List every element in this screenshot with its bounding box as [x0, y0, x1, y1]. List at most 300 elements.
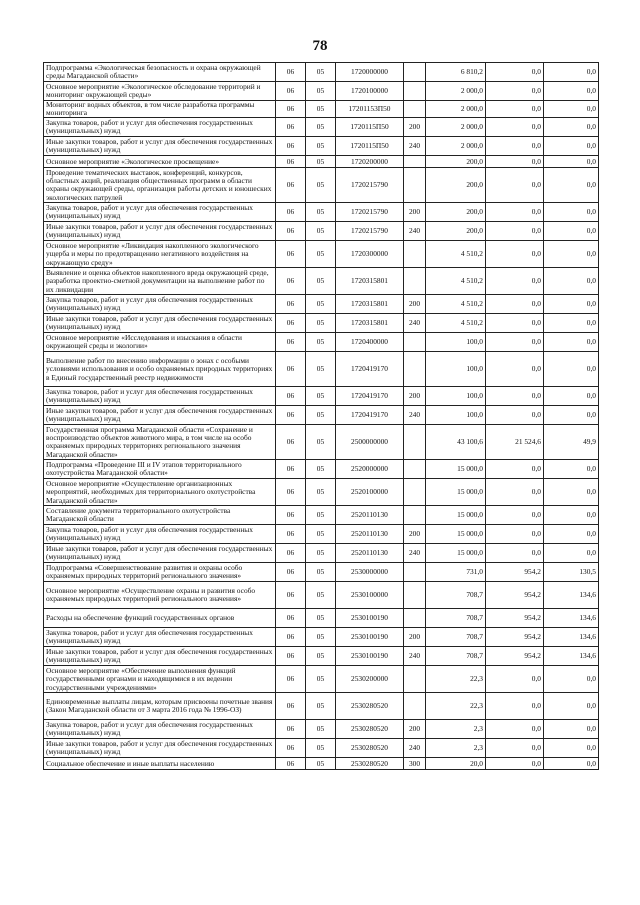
row-amount-year2: 0,0: [486, 720, 544, 739]
row-amount-year3: 0,0: [544, 406, 599, 425]
row-target-code: 1720315801: [336, 295, 404, 314]
row-amount-year3: 0,0: [544, 241, 599, 268]
row-target-code: 1720215790: [336, 203, 404, 222]
row-section: 06: [276, 268, 306, 295]
row-expense-type: [404, 241, 426, 268]
row-target-code: 2530280520: [336, 739, 404, 758]
row-amount-year1: 15 000,0: [426, 544, 486, 563]
row-amount-year2: 0,0: [486, 406, 544, 425]
row-amount-year1: 100,0: [426, 387, 486, 406]
row-name: Выявление и оценка объектов накопленного вреда окружающей среде, разработка проектно-сметной документации на выполнение работ по их ликвидации: [44, 268, 276, 295]
row-expense-type: 200: [404, 628, 426, 647]
row-expense-type: [404, 168, 426, 203]
row-name: Основное мероприятие «Экологическое обследование территорий и мониторинг окружающей среды»: [44, 82, 276, 101]
row-target-code: 2530100190: [336, 628, 404, 647]
row-section: 06: [276, 693, 306, 720]
row-amount-year2: 0,0: [486, 82, 544, 101]
row-amount-year1: 4 510,2: [426, 314, 486, 333]
table-row: [44, 479, 599, 506]
row-amount-year2: 0,0: [486, 101, 544, 118]
table-row: [44, 118, 599, 137]
row-section: 06: [276, 460, 306, 479]
row-name: Иные закупки товаров, работ и услуг для обеспечения государственных (муниципальных) нужд: [44, 544, 276, 563]
row-subsection: 05: [306, 156, 336, 168]
row-section: 06: [276, 168, 306, 203]
row-expense-type: [404, 63, 426, 82]
row-amount-year3: 0,0: [544, 118, 599, 137]
table-row: [44, 425, 599, 460]
row-subsection: 05: [306, 118, 336, 137]
row-amount-year3: 49,9: [544, 425, 599, 460]
row-section: 06: [276, 203, 306, 222]
row-expense-type: [404, 563, 426, 582]
row-subsection: 05: [306, 544, 336, 563]
row-name: Иные закупки товаров, работ и услуг для обеспечения государственных (муниципальных) нужд: [44, 314, 276, 333]
row-expense-type: 200: [404, 525, 426, 544]
row-amount-year3: 134,6: [544, 582, 599, 609]
row-expense-type: [404, 425, 426, 460]
table-row: [44, 314, 599, 333]
row-amount-year1: 100,0: [426, 406, 486, 425]
table-row: [44, 156, 599, 168]
row-amount-year3: 0,0: [544, 460, 599, 479]
row-section: 06: [276, 118, 306, 137]
row-amount-year1: 708,7: [426, 609, 486, 628]
row-section: 06: [276, 82, 306, 101]
row-target-code: 2520110130: [336, 525, 404, 544]
table-row: [44, 168, 599, 203]
row-name: Закупка товаров, работ и услуг для обеспечения государственных (муниципальных) нужд: [44, 720, 276, 739]
row-section: 06: [276, 314, 306, 333]
row-subsection: 05: [306, 460, 336, 479]
table-row: [44, 563, 599, 582]
row-amount-year2: 954,2: [486, 647, 544, 666]
row-subsection: 05: [306, 693, 336, 720]
row-subsection: 05: [306, 168, 336, 203]
row-target-code: 2530200000: [336, 666, 404, 693]
budget-table: [43, 62, 599, 770]
table-row: [44, 544, 599, 563]
row-target-code: 1720400000: [336, 333, 404, 352]
row-expense-type: 300: [404, 758, 426, 770]
row-amount-year2: 0,0: [486, 156, 544, 168]
row-target-code: 2530100000: [336, 582, 404, 609]
row-target-code: 1720215790: [336, 222, 404, 241]
row-amount-year3: 0,0: [544, 101, 599, 118]
row-expense-type: 200: [404, 203, 426, 222]
row-amount-year1: 6 810,2: [426, 63, 486, 82]
table-row: [44, 506, 599, 525]
row-name: Основное мероприятие «Обеспечение выполнения функций государственными органами и находящимися в их ведении государственными учреждениями»: [44, 666, 276, 693]
row-amount-year1: 15 000,0: [426, 460, 486, 479]
row-amount-year1: 4 510,2: [426, 295, 486, 314]
row-amount-year2: 0,0: [486, 168, 544, 203]
table-row: [44, 295, 599, 314]
row-target-code: 1720100000: [336, 82, 404, 101]
row-name: Иные закупки товаров, работ и услуг для обеспечения государственных (муниципальных) нужд: [44, 222, 276, 241]
row-name: Основное мероприятие «Осуществление охраны и развития особо охраняемых природных территорий регионального значения»: [44, 582, 276, 609]
row-subsection: 05: [306, 137, 336, 156]
row-amount-year2: 0,0: [486, 739, 544, 758]
row-amount-year2: 0,0: [486, 63, 544, 82]
row-section: 06: [276, 425, 306, 460]
table-row: [44, 406, 599, 425]
row-amount-year1: 15 000,0: [426, 479, 486, 506]
table-row: [44, 101, 599, 118]
row-amount-year3: 0,0: [544, 268, 599, 295]
row-amount-year1: 15 000,0: [426, 525, 486, 544]
row-amount-year1: 4 510,2: [426, 241, 486, 268]
table-row: [44, 693, 599, 720]
row-amount-year2: 0,0: [486, 544, 544, 563]
row-target-code: 2530000000: [336, 563, 404, 582]
row-amount-year3: 0,0: [544, 693, 599, 720]
row-section: 06: [276, 647, 306, 666]
table-row: [44, 647, 599, 666]
row-amount-year3: 0,0: [544, 137, 599, 156]
row-amount-year1: 708,7: [426, 647, 486, 666]
row-section: 06: [276, 63, 306, 82]
row-amount-year3: 0,0: [544, 666, 599, 693]
row-target-code: 2520110130: [336, 544, 404, 563]
row-amount-year1: 43 100,6: [426, 425, 486, 460]
row-section: 06: [276, 241, 306, 268]
row-amount-year2: 0,0: [486, 525, 544, 544]
row-amount-year2: 0,0: [486, 333, 544, 352]
row-name: Подпрограмма «Проведение III и IV этапов территориального охотустройства Магаданской области»: [44, 460, 276, 479]
row-target-code: 1720315801: [336, 314, 404, 333]
row-amount-year3: 134,6: [544, 647, 599, 666]
row-amount-year1: 2,3: [426, 720, 486, 739]
row-amount-year2: 0,0: [486, 758, 544, 770]
row-amount-year2: 0,0: [486, 352, 544, 387]
row-subsection: 05: [306, 295, 336, 314]
table-row: [44, 222, 599, 241]
row-section: 06: [276, 156, 306, 168]
row-amount-year3: 0,0: [544, 295, 599, 314]
row-name: Закупка товаров, работ и услуг для обеспечения государственных (муниципальных) нужд: [44, 525, 276, 544]
row-target-code: 1720300000: [336, 241, 404, 268]
row-subsection: 05: [306, 739, 336, 758]
table-row: [44, 387, 599, 406]
row-amount-year3: 0,0: [544, 222, 599, 241]
row-target-code: 2530100190: [336, 609, 404, 628]
row-amount-year1: 100,0: [426, 352, 486, 387]
row-target-code: 2530280520: [336, 693, 404, 720]
row-amount-year1: 2,3: [426, 739, 486, 758]
row-expense-type: 240: [404, 544, 426, 563]
row-subsection: 05: [306, 241, 336, 268]
row-name: Основное мероприятие «Ликвидация накопленного экологического ущерба и меры по предотвращению негативного воздействия на окружающую среду»: [44, 241, 276, 268]
row-section: 06: [276, 563, 306, 582]
table-row: [44, 758, 599, 770]
row-name: Мониторинг водных объектов, в том числе разработка программы мониторинга: [44, 101, 276, 118]
row-amount-year1: 4 510,2: [426, 268, 486, 295]
row-amount-year3: 0,0: [544, 544, 599, 563]
table-row: [44, 333, 599, 352]
row-name: Иные закупки товаров, работ и услуг для обеспечения государственных (муниципальных) нужд: [44, 137, 276, 156]
row-section: 06: [276, 609, 306, 628]
table-row: [44, 609, 599, 628]
table-row: [44, 137, 599, 156]
row-amount-year3: 0,0: [544, 479, 599, 506]
row-amount-year2: 0,0: [486, 268, 544, 295]
row-subsection: 05: [306, 82, 336, 101]
row-name: Социальное обеспечение и иные выплаты населению: [44, 758, 276, 770]
row-subsection: 05: [306, 758, 336, 770]
row-expense-type: [404, 609, 426, 628]
row-subsection: 05: [306, 628, 336, 647]
row-target-code: 1720200000: [336, 156, 404, 168]
row-amount-year2: 0,0: [486, 506, 544, 525]
row-subsection: 05: [306, 387, 336, 406]
row-name: Закупка товаров, работ и услуг для обеспечения государственных (муниципальных) нужд: [44, 295, 276, 314]
row-subsection: 05: [306, 720, 336, 739]
row-section: 06: [276, 628, 306, 647]
row-expense-type: [404, 666, 426, 693]
row-expense-type: 240: [404, 314, 426, 333]
row-target-code: 2530280520: [336, 720, 404, 739]
row-amount-year3: 130,5: [544, 563, 599, 582]
row-amount-year3: 0,0: [544, 63, 599, 82]
table-row: [44, 720, 599, 739]
row-name: Иные закупки товаров, работ и услуг для обеспечения государственных (муниципальных) нужд: [44, 739, 276, 758]
row-amount-year1: 22,3: [426, 693, 486, 720]
row-name: Выполнение работ по внесению информации о зонах с особыми условиями использования и особо охраняемых природных территориях в Единый государственный реестр недвижимости: [44, 352, 276, 387]
row-amount-year2: 0,0: [486, 203, 544, 222]
row-amount-year3: 0,0: [544, 758, 599, 770]
row-amount-year3: 0,0: [544, 506, 599, 525]
row-expense-type: 200: [404, 118, 426, 137]
row-subsection: 05: [306, 406, 336, 425]
row-expense-type: [404, 268, 426, 295]
row-amount-year2: 954,2: [486, 628, 544, 647]
table-row: [44, 82, 599, 101]
row-target-code: 2520100000: [336, 479, 404, 506]
table-row: [44, 739, 599, 758]
row-name: Основное мероприятие «Осуществление организационных мероприятий, необходимых для территориального охотустройства Магаданской области»: [44, 479, 276, 506]
row-name: Иные закупки товаров, работ и услуг для обеспечения государственных (муниципальных) нужд: [44, 647, 276, 666]
row-section: 06: [276, 758, 306, 770]
row-expense-type: 200: [404, 387, 426, 406]
row-subsection: 05: [306, 268, 336, 295]
table-row: [44, 628, 599, 647]
row-subsection: 05: [306, 563, 336, 582]
table-body: [44, 63, 599, 770]
row-name: Закупка товаров, работ и услуг для обеспечения государственных (муниципальных) нужд: [44, 387, 276, 406]
row-target-code: 2500000000: [336, 425, 404, 460]
row-target-code: 1720115П50: [336, 118, 404, 137]
row-subsection: 05: [306, 203, 336, 222]
row-target-code: 1720315801: [336, 268, 404, 295]
row-subsection: 05: [306, 63, 336, 82]
page-number: 78: [312, 38, 328, 54]
row-name: Проведение тематических выставок, конференций, конкурсов, областных акций, реализация общественных программ в области охраны окружающей среды, организация работы детских и юношеских экологических патрулей: [44, 168, 276, 203]
row-name: Подпрограмма «Экологическая безопасность и охрана окружающей среды Магаданской области»: [44, 63, 276, 82]
row-section: 06: [276, 479, 306, 506]
row-name: Закупка товаров, работ и услуг для обеспечения государственных (муниципальных) нужд: [44, 118, 276, 137]
table-row: [44, 268, 599, 295]
row-name: Подпрограмма «Совершенствование развития и охраны особо охраняемых природных территорий регионального значения»: [44, 563, 276, 582]
row-amount-year2: 21 524,6: [486, 425, 544, 460]
row-name: Закупка товаров, работ и услуг для обеспечения государственных (муниципальных) нужд: [44, 628, 276, 647]
row-expense-type: 200: [404, 295, 426, 314]
row-section: 06: [276, 506, 306, 525]
row-section: 06: [276, 295, 306, 314]
row-expense-type: [404, 82, 426, 101]
row-amount-year1: 200,0: [426, 222, 486, 241]
row-section: 06: [276, 720, 306, 739]
table-row: [44, 241, 599, 268]
row-amount-year3: 0,0: [544, 156, 599, 168]
table-row: [44, 582, 599, 609]
row-expense-type: 240: [404, 647, 426, 666]
row-target-code: 2520110130: [336, 506, 404, 525]
row-expense-type: [404, 156, 426, 168]
row-amount-year2: 954,2: [486, 582, 544, 609]
row-subsection: 05: [306, 582, 336, 609]
row-section: 06: [276, 739, 306, 758]
row-amount-year1: 15 000,0: [426, 506, 486, 525]
row-name: Закупка товаров, работ и услуг для обеспечения государственных (муниципальных) нужд: [44, 203, 276, 222]
row-amount-year2: 0,0: [486, 693, 544, 720]
row-amount-year2: 0,0: [486, 118, 544, 137]
row-subsection: 05: [306, 506, 336, 525]
row-section: 06: [276, 387, 306, 406]
row-expense-type: [404, 101, 426, 118]
row-subsection: 05: [306, 352, 336, 387]
table-row: [44, 460, 599, 479]
row-amount-year1: 22,3: [426, 666, 486, 693]
row-amount-year3: 134,6: [544, 628, 599, 647]
row-expense-type: 240: [404, 137, 426, 156]
row-expense-type: [404, 460, 426, 479]
row-section: 06: [276, 525, 306, 544]
row-target-code: 17201153П50: [336, 101, 404, 118]
row-amount-year2: 954,2: [486, 609, 544, 628]
row-subsection: 05: [306, 479, 336, 506]
row-amount-year3: 0,0: [544, 82, 599, 101]
row-amount-year2: 0,0: [486, 222, 544, 241]
row-amount-year3: 0,0: [544, 203, 599, 222]
row-section: 06: [276, 582, 306, 609]
row-name: Единовременные выплаты лицам, которым присвоены почетные звания (Закон Магаданской области от 3 марта 2016 года № 1996-ОЗ): [44, 693, 276, 720]
row-amount-year1: 731,0: [426, 563, 486, 582]
row-subsection: 05: [306, 425, 336, 460]
row-expense-type: [404, 333, 426, 352]
row-target-code: 2530100190: [336, 647, 404, 666]
row-amount-year1: 200,0: [426, 156, 486, 168]
row-amount-year2: 0,0: [486, 479, 544, 506]
table-row: [44, 525, 599, 544]
row-subsection: 05: [306, 525, 336, 544]
row-amount-year3: 0,0: [544, 333, 599, 352]
row-target-code: 1720115П50: [336, 137, 404, 156]
row-expense-type: [404, 693, 426, 720]
row-expense-type: 240: [404, 739, 426, 758]
row-section: 06: [276, 333, 306, 352]
row-target-code: 1720419170: [336, 352, 404, 387]
row-expense-type: 240: [404, 222, 426, 241]
row-name: Основное мероприятие «Исследования и изыскания в области окружающей среды и экологии»: [44, 333, 276, 352]
table-row: [44, 666, 599, 693]
row-amount-year1: 2 000,0: [426, 118, 486, 137]
row-subsection: 05: [306, 647, 336, 666]
row-amount-year1: 2 000,0: [426, 101, 486, 118]
row-amount-year2: 0,0: [486, 137, 544, 156]
row-amount-year3: 0,0: [544, 739, 599, 758]
table-row: [44, 352, 599, 387]
row-amount-year2: 0,0: [486, 314, 544, 333]
row-section: 06: [276, 544, 306, 563]
row-amount-year3: 0,0: [544, 387, 599, 406]
row-expense-type: [404, 479, 426, 506]
row-target-code: 1720419170: [336, 406, 404, 425]
row-target-code: 1720215790: [336, 168, 404, 203]
row-amount-year3: 0,0: [544, 352, 599, 387]
row-amount-year1: 708,7: [426, 582, 486, 609]
row-section: 06: [276, 101, 306, 118]
row-target-code: 1720419170: [336, 387, 404, 406]
row-subsection: 05: [306, 333, 336, 352]
row-amount-year2: 0,0: [486, 666, 544, 693]
row-amount-year1: 20,0: [426, 758, 486, 770]
row-expense-type: [404, 506, 426, 525]
row-amount-year3: 0,0: [544, 720, 599, 739]
row-amount-year1: 2 000,0: [426, 82, 486, 101]
row-name: Составление документа территориального охотустройства Магаданской области: [44, 506, 276, 525]
row-amount-year1: 200,0: [426, 168, 486, 203]
row-name: Государственная программа Магаданской области «Сохранение и воспроизводство объектов животного мира, в том числе на особо охраняемых природных территориях регионального значения Магаданской области»: [44, 425, 276, 460]
row-amount-year3: 0,0: [544, 525, 599, 544]
row-target-code: 2530280520: [336, 758, 404, 770]
row-amount-year2: 0,0: [486, 295, 544, 314]
row-target-code: 1720000000: [336, 63, 404, 82]
row-subsection: 05: [306, 609, 336, 628]
row-target-code: 2520000000: [336, 460, 404, 479]
row-amount-year2: 0,0: [486, 241, 544, 268]
row-expense-type: [404, 582, 426, 609]
row-expense-type: 240: [404, 406, 426, 425]
row-name: Основное мероприятие «Экологическое просвещение»: [44, 156, 276, 168]
row-amount-year3: 0,0: [544, 168, 599, 203]
row-amount-year2: 954,2: [486, 563, 544, 582]
row-subsection: 05: [306, 314, 336, 333]
row-amount-year1: 708,7: [426, 628, 486, 647]
row-name: Расходы на обеспечение функций государственных органов: [44, 609, 276, 628]
row-subsection: 05: [306, 101, 336, 118]
table-row: [44, 203, 599, 222]
row-section: 06: [276, 352, 306, 387]
row-amount-year1: 100,0: [426, 333, 486, 352]
row-amount-year2: 0,0: [486, 387, 544, 406]
row-amount-year2: 0,0: [486, 460, 544, 479]
row-section: 06: [276, 137, 306, 156]
row-section: 06: [276, 666, 306, 693]
row-subsection: 05: [306, 222, 336, 241]
row-amount-year3: 134,6: [544, 609, 599, 628]
row-expense-type: [404, 352, 426, 387]
row-amount-year3: 0,0: [544, 314, 599, 333]
row-name: Иные закупки товаров, работ и услуг для обеспечения государственных (муниципальных) нужд: [44, 406, 276, 425]
row-amount-year1: 2 000,0: [426, 137, 486, 156]
row-expense-type: 200: [404, 720, 426, 739]
row-section: 06: [276, 406, 306, 425]
row-section: 06: [276, 222, 306, 241]
table-row: [44, 63, 599, 82]
row-amount-year1: 200,0: [426, 203, 486, 222]
row-subsection: 05: [306, 666, 336, 693]
